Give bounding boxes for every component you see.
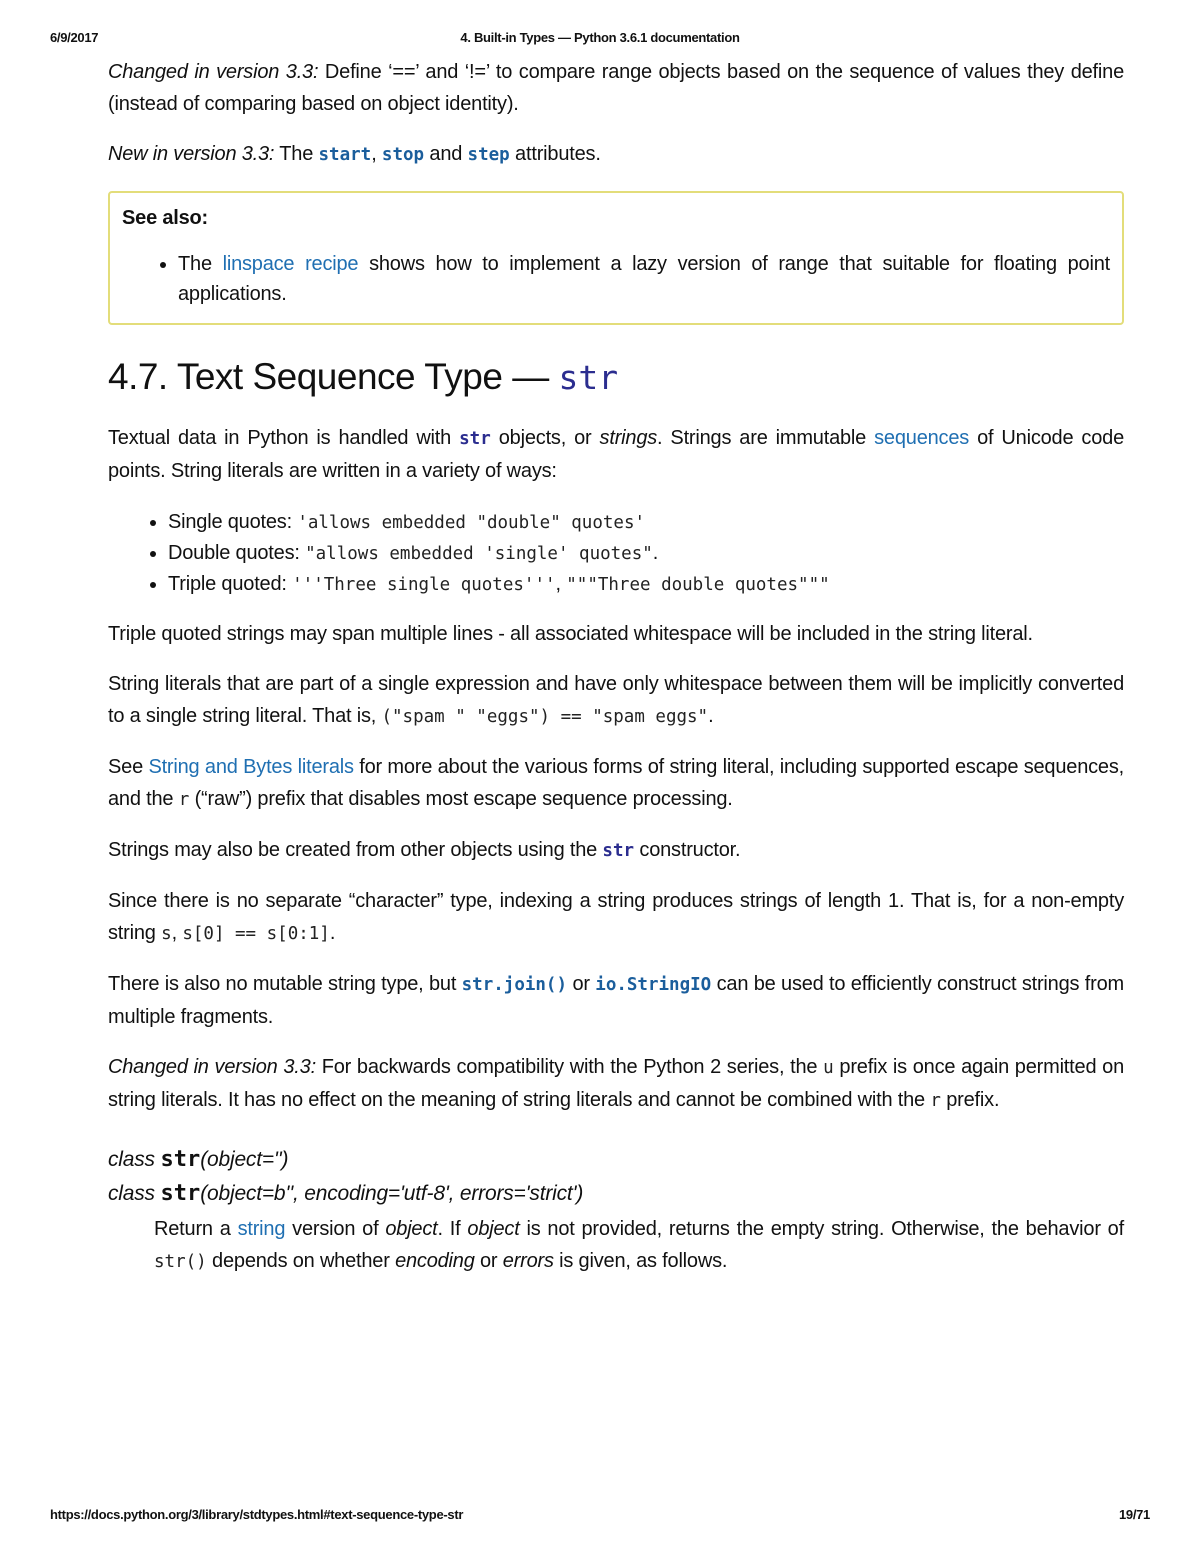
text: .	[708, 705, 714, 727]
text: prefix.	[940, 1089, 1000, 1111]
signature-1	[108, 1143, 1124, 1177]
constructor-paragraph	[108, 834, 1124, 867]
see-also-label: See also:	[122, 207, 209, 229]
em: object	[385, 1218, 438, 1240]
section-heading	[108, 355, 1124, 400]
text: Double quotes:	[168, 542, 306, 564]
implicit-concat-paragraph	[108, 668, 1124, 733]
text: . If	[437, 1218, 468, 1240]
text: ,	[171, 922, 183, 944]
string-bytes-literals-link[interactable]: String and Bytes literals	[148, 756, 354, 778]
signature-params: (object=b'', encoding='utf-8', errors='strict')	[200, 1182, 584, 1205]
signature-params: (object='')	[200, 1148, 289, 1171]
string-literals-paragraph	[108, 751, 1124, 816]
character-paragraph	[108, 885, 1124, 950]
see-also-list	[122, 249, 1110, 309]
text: is given, as follows.	[553, 1250, 728, 1272]
code: u	[823, 1058, 834, 1078]
io-stringio-link[interactable]: io.StringIO	[595, 975, 712, 995]
code: 'allows embedded "double" quotes'	[297, 513, 646, 533]
text: Strings may also be created from other objects using the	[108, 839, 603, 861]
step-link[interactable]: step	[467, 145, 510, 165]
changed-label: Changed in version 3.3:	[108, 1056, 316, 1078]
em: errors	[502, 1250, 554, 1272]
mutable-paragraph	[108, 968, 1124, 1033]
text: String literals that are part of a single expression and have only whitespace between them will be implicitly converted to a single string literal. That is,	[108, 673, 1124, 727]
linspace-recipe-link[interactable]: linspace recipe	[222, 253, 359, 275]
text: attributes.	[509, 143, 601, 165]
print-date: 6/9/2017	[50, 30, 99, 45]
see-also-item	[178, 249, 1110, 309]
text: can be used to efficiently construct strings from multiple fragments.	[108, 973, 1124, 1028]
sequences-link[interactable]: sequences	[874, 427, 970, 449]
text: ,	[371, 143, 382, 165]
code: s[0] == s[0:1]	[182, 924, 330, 944]
text: There is also no mutable string type, but	[108, 973, 462, 995]
heading-text: 4.7. Text Sequence Type —	[108, 356, 559, 397]
list-item	[168, 507, 1124, 538]
code: s	[161, 924, 172, 944]
text: ,	[555, 573, 567, 595]
code: "allows embedded 'single' quotes"	[305, 544, 653, 564]
text: is not provided, returns the empty string. Otherwise, the behavior of	[519, 1218, 1124, 1240]
list-item	[168, 569, 1124, 600]
text: See	[108, 756, 149, 778]
str-description	[154, 1213, 1124, 1278]
page-header	[0, 30, 1200, 50]
triple-quoted-paragraph: Triple quoted strings may span multiple lines - all associated whitespace will be included in the string literal.	[108, 623, 1033, 645]
page-number: 19/71	[1118, 1507, 1150, 1522]
string-link[interactable]: string	[237, 1218, 286, 1240]
new-note-range	[108, 138, 1124, 171]
new-label: New in version 3.3:	[108, 143, 275, 165]
text: For backwards compatibility with the Python 2 series, the	[315, 1056, 824, 1078]
class-name: str	[160, 1147, 201, 1172]
page-footer	[0, 1507, 1200, 1527]
page-url: https://docs.python.org/3/library/stdtypes.html#text-sequence-type-str	[50, 1507, 464, 1522]
text: version of	[285, 1218, 386, 1240]
text: for more about the various forms of string literal, including supported escape sequences, and the	[108, 756, 1124, 810]
code: '''Three single quotes'''	[292, 575, 556, 595]
signature-2	[108, 1177, 1124, 1211]
text: . Strings are immutable	[657, 427, 875, 449]
str-constructor-link[interactable]: str	[602, 841, 635, 861]
text: shows how to implement a lazy version of range that suitable for floating point applications.	[178, 253, 1110, 305]
list-item	[168, 538, 1124, 569]
changed-note-prefix	[108, 1051, 1124, 1117]
str-link[interactable]: str	[459, 429, 491, 449]
text: The	[274, 143, 319, 165]
str-join-link[interactable]: str.join()	[461, 975, 567, 995]
text: Since there is no separate “character” type, indexing a string produces strings of length 1. That is, for a non-empty string	[108, 890, 1124, 944]
changed-note-range	[108, 56, 1124, 120]
text: objects, or	[490, 427, 600, 449]
code: r	[930, 1091, 941, 1111]
text: .	[329, 922, 336, 944]
code: str()	[154, 1252, 207, 1272]
text: or	[567, 973, 596, 995]
code: """Three double quotes"""	[566, 575, 830, 595]
text: .	[652, 542, 659, 564]
class-keyword: class	[108, 1182, 161, 1205]
text: or	[474, 1250, 503, 1272]
em: object	[467, 1218, 520, 1240]
start-link[interactable]: start	[318, 145, 372, 165]
text: Textual data in Python is handled with	[108, 427, 460, 449]
see-also-box	[108, 191, 1124, 325]
text: prefix is once again permitted on string literals. It has no effect on the meaning of string literals and cannot be combined with the	[108, 1056, 1124, 1111]
text: and	[424, 143, 468, 165]
document-title: 4. Built-in Types — Python 3.6.1 documentation	[460, 30, 740, 45]
text: Return a	[154, 1218, 238, 1240]
text: of Unicode code points. String literals are written in a variety of ways:	[108, 427, 1124, 482]
class-signatures	[108, 1143, 1124, 1211]
class-name: str	[160, 1181, 201, 1206]
code: ("spam " "eggs") == "spam eggs"	[381, 707, 709, 727]
changed-text: Define ‘==’ and ‘!=’ to compare range objects based on the sequence of values they define (instead of comparing based on object identity).	[108, 61, 1124, 115]
intro-paragraph	[108, 422, 1124, 487]
stop-link[interactable]: stop	[381, 145, 425, 165]
text: constructor.	[634, 839, 741, 861]
strings-em: strings	[599, 427, 658, 449]
text: Single quotes:	[168, 511, 298, 533]
class-keyword: class	[108, 1148, 161, 1171]
text: Triple quoted:	[168, 573, 293, 595]
literal-forms-list	[108, 507, 1124, 600]
code: r	[178, 790, 190, 810]
changed-label: Changed in version 3.3:	[108, 61, 319, 83]
text: depends on whether	[206, 1250, 396, 1272]
text: (“raw”) prefix that disables most escape sequence processing.	[189, 788, 733, 810]
text: The	[178, 253, 223, 275]
em: encoding	[395, 1250, 475, 1272]
heading-code: str	[558, 358, 619, 397]
main-content	[108, 56, 1124, 1278]
